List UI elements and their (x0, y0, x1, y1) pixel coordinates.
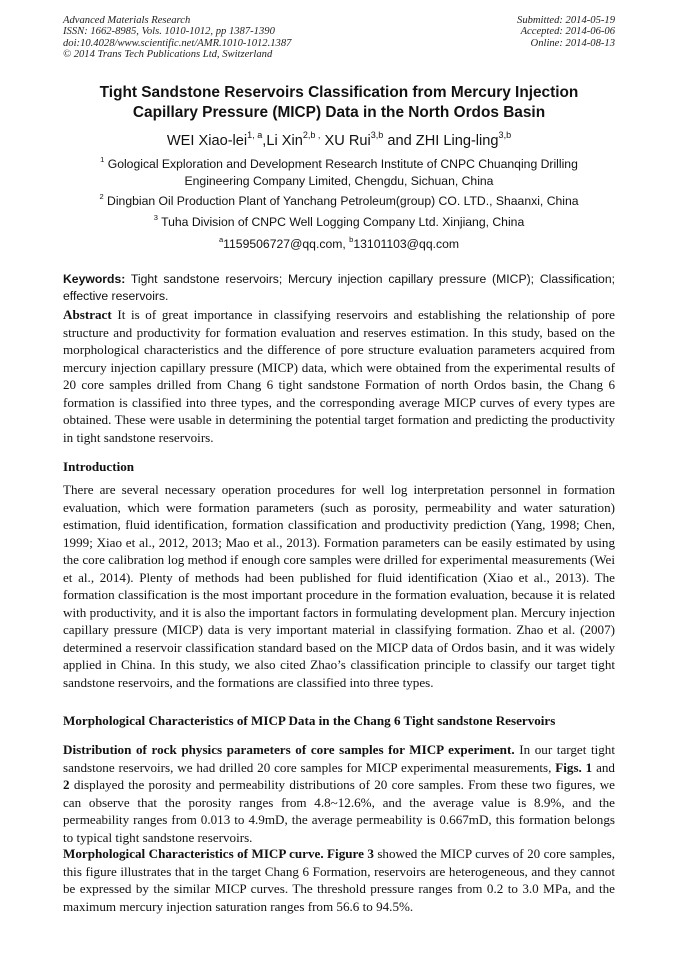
title-line: Tight Sandstone Reservoirs Classification from Mercury Injection (99, 84, 579, 101)
introduction-heading: Introduction (63, 459, 135, 474)
journal-name: Advanced Materials Research (63, 15, 191, 26)
accepted-date: Accepted: 2014-06-06 (520, 26, 615, 38)
author-affiliation-mark: 3,b (370, 129, 384, 140)
keywords (63, 271, 615, 304)
author-affiliation-mark: 1, a (247, 129, 263, 140)
affiliation-3: $^3$ Tuha Division of CNPC Well Logging Company Ltd. Xinjiang, China (153, 212, 525, 229)
email-link[interactable]: 13101103@qq.com (353, 237, 460, 251)
paper-title (40, 83, 638, 122)
email-link[interactable]: 1159506727@qq.com (223, 237, 343, 251)
paragraph-distribution: Distribution of rock physics parameters of core samples for MICP experiment. In our target tight sandstone reservoirs, we had drilled 20 core samples for MICP experimental measurements, Figs. 1 and 2 displayed the porosity and permeability distributions of 20 core samples. From these two figures, we can observe that the porosity ranges from 4.8~12.6%, and the average value is 8.9%, and the permeability ranges from 0.013 to 4.9mD, the average permeability is 0.667mD, this formation belongs to typical tight sandstone reservoirs. (63, 742, 615, 845)
issn-line: ISSN: 1662-8985, Vols. 1010-1012, pp 1387-1390 (63, 26, 275, 38)
abstract-label: Abstract (63, 307, 112, 322)
online-date: Online: 2014-08-13 (530, 37, 615, 49)
author-affiliation-mark: 2,b , (302, 129, 321, 140)
author-list: WEI Xiao-lei$^{1, a}$,Li Xin$^{2,b ,}$ XU Rui$^{3,b}$ and ZHI Ling-ling$^{3,b}$ (166, 129, 512, 149)
paragraph-run-in-heading: Morphological Characteristics of MICP curve. (63, 846, 324, 861)
author-name: Li Xin (266, 133, 303, 149)
author-name: WEI Xiao-lei (166, 133, 248, 149)
keywords-text: Tight sandstone reservoirs; Mercury injection capillary pressure (MICP); Classification; effective reservoirs. (63, 272, 615, 303)
paragraph-micp-curve: Morphological Characteristics of MICP curve. Figure 3 showed the MICP curves of 20 core samples, this figure illustrates that in the target Chang 6 Formation, reservoirs are heterogeneous, and they cannot be expressed by the similar MICP curves. The threshold pressure ranges from 0.2 to 3.0 MPa, and the maximum mercury injection saturation ranges from 56.6 to 94.5%. (63, 846, 616, 914)
section-heading: Morphological Characteristics of MICP Data in the Chang 6 Tight sandstone Reservoirs (63, 713, 556, 728)
abstract-text: It is of great importance in classifying reservoirs and establishing the relationship of pore structure and productivity for formation evaluation and reserves estimation. In this study, based on the morphological characteristics and the difference of pore structure evaluation parameters acquired from mercury injection capillary pressure (MICP) data, which were obtained from the experimental results of 20 core samples drilled from Chang 6 tight sandstone Formation of north Ordos basin, the Chang 6 formation is classified into three types, and the corresponding average MICP curves of every types are obtained. These were usable in determining the potential target formation and predicting the productivity in tight sandstone reservoirs. (63, 307, 615, 445)
contact-emails: $^a$1159506727@qq.com, $^b$13101103@qq.com (218, 234, 460, 251)
affiliation-1: $^1$ Gological Exploration and Development Research Institute of CNPC Chuanqing Drilling Engineering Company Limited, Chengdu, Sichuan, China (100, 154, 578, 188)
dates-header (517, 15, 615, 49)
abstract (63, 306, 615, 446)
paragraph-run-in-heading: Distribution of rock physics parameters of core samples for MICP experiment. (63, 742, 515, 757)
author-name: XU Rui (324, 133, 371, 149)
figure-reference: 2 (63, 777, 70, 792)
figure-reference: Figure 3 (323, 846, 374, 861)
title-line: Capillary Pressure (MICP) Data in the North Ordos Basin (132, 103, 546, 121)
affiliation-2: $^2$ Dingbian Oil Production Plant of Yanchang Petroleum(group) CO. LTD., Shaanxi, China (99, 191, 579, 208)
doi-line: doi:10.4028/www.scientific.net/AMR.1010-1012.1387 (63, 37, 292, 49)
copyright-line: © 2014 Trans Tech Publications Ltd, Switzerland (63, 48, 273, 60)
figure-reference: Figs. 1 (555, 759, 593, 775)
author-affiliation-mark: 3,b (498, 129, 512, 140)
introduction-text: There are several necessary operation procedures for well log interpretation personnel in formation evaluation, which were formation parameters (such as porosity, permeability and water saturation) estimation, fluid identification, formation classification and productivity prediction (Yang, 1998; Chen, 1999; Xiao et al., 2012, 2013; Mao et al., 2013). Formation parameters can be easily estimated by using the core calibration log method if enough core samples were drilled for experimental measurements (Wei et al., 2014). Plenty of methods had been published for fluid identification (Xiao et al., 2013). The formation classification is the most important procedure in the formation evaluation, because it is related with productivity, and it is also the important factors in formulating development plan. Mercury injection capillary pressure (MICP) data is very important material in classifying formation. Zhao et al. (2007) determined a reservoir classification standard based on the MICP data of Ordos basin, and it was widely applied in China. In this study, we also cited Zhao’s classification principle to classify our target tight sandstone reservoirs, and the formations are classified into three types. (63, 482, 615, 690)
journal-header (63, 15, 291, 60)
submitted-date: Submitted: 2014-05-19 (517, 15, 615, 26)
keywords-label: Keywords: (63, 272, 126, 286)
author-name: ZHI Ling-ling (415, 133, 499, 149)
